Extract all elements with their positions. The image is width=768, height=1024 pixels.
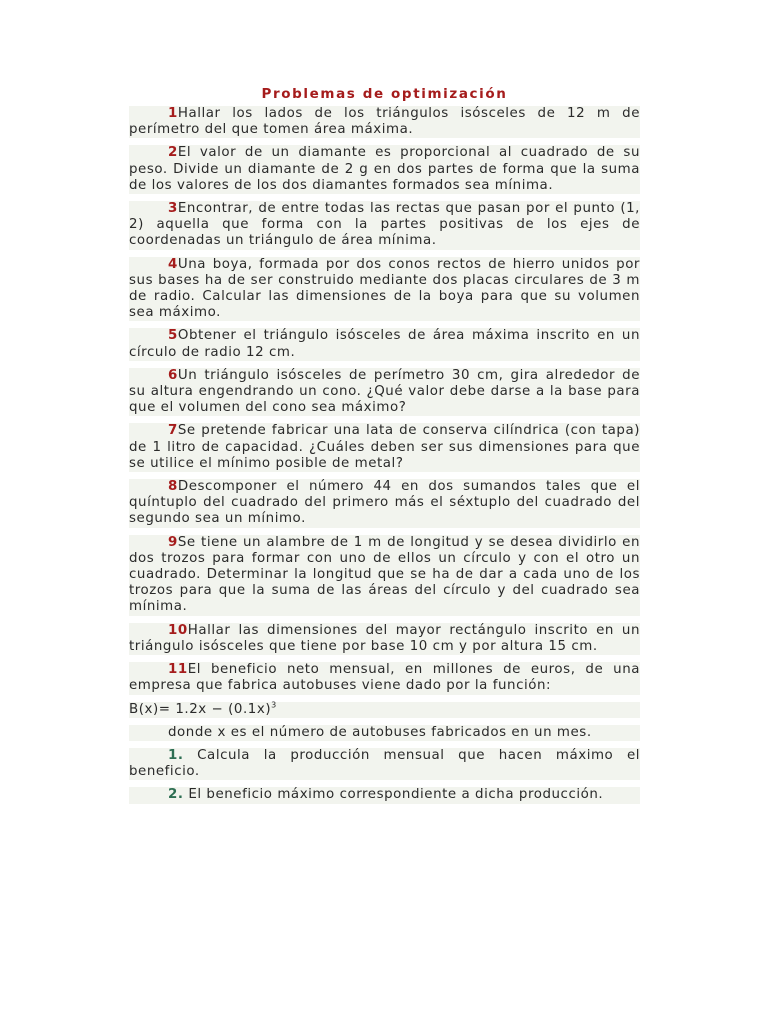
- formula-block: [129, 702, 640, 718]
- problem-item-number: 1: [168, 106, 178, 121]
- problem-item-text: Una boya, formada por dos conos rectos de hierro unidos por sus bases ha de ser construido mediante dos placas circulares de 3 m de radio. Calcular las dimensiones de la boya para que su volumen sea máximo.: [129, 256, 640, 321]
- problem-item: [129, 257, 640, 322]
- problem-item-number: 2: [168, 145, 178, 161]
- problem-item-text: Descomponer el número 44 en dos sumandos tales que el quíntuplo del cuadrado del primero más el séxtuplo del cuadrado del segundo sea un mínimo.: [129, 479, 640, 527]
- problem-item: [129, 368, 640, 417]
- problem-item-number: 7: [168, 423, 178, 439]
- problem-item-body: [129, 368, 640, 417]
- problem-item-number: 6: [168, 367, 178, 383]
- problem-item-text: El beneficio neto mensual, en millones de euros, de una empresa que fabrica autobuses viene dado por la función:: [129, 662, 640, 694]
- problem-item-text: Hallar los lados de los triángulos isósceles de 12 m de perímetro del que tomen área máxima.: [129, 106, 640, 138]
- problem-item: [129, 662, 640, 694]
- problem-item: [129, 479, 640, 528]
- problem-item-body: [129, 328, 640, 360]
- subitem-number: 2.: [168, 787, 184, 803]
- problem-item-number: 4: [168, 256, 178, 272]
- problem-item: [129, 423, 640, 472]
- formula: [129, 702, 640, 718]
- problem-item-body: [129, 257, 640, 322]
- problem-item-body: [129, 106, 640, 138]
- problem-item-number: 9: [168, 534, 178, 550]
- problem-item-body: [129, 201, 640, 250]
- formula-exponent: 3: [271, 700, 277, 710]
- problem-item: [129, 328, 640, 360]
- problem-item-number: 11: [168, 662, 188, 678]
- problem-item-body: [129, 623, 640, 655]
- problem-item: [129, 201, 640, 250]
- problem-item-number: 3: [168, 201, 178, 217]
- subitem-list: [129, 748, 640, 804]
- problem-item-number: 5: [168, 328, 178, 344]
- problem-list: [129, 106, 640, 695]
- problem-item: [129, 106, 640, 138]
- subitem: [129, 787, 640, 803]
- formula-base: B(x)= 1.2x − (0.1x): [129, 701, 272, 717]
- problem-item-text: Hallar las dimensiones del mayor rectángulo inscrito en un triángulo isósceles que tiene por base 10 cm y por altura 15 cm.: [129, 622, 640, 654]
- problem-item-text: Obtener el triángulo isósceles de área máxima inscrito en un círculo de radio 12 cm.: [129, 328, 640, 360]
- problem-item-body: [129, 662, 640, 694]
- problem-item-text: Se tiene un alambre de 1 m de longitud y se desea dividirlo en dos trozos para formar con uno de ellos un círculo y con el otro un cuadrado. Determinar la longitud que se ha de dar a cada uno de los trozos para que la suma de las áreas del círculo y del cuadrado sea mínima.: [129, 534, 640, 615]
- page-title: Problemas de optimización: [261, 86, 508, 102]
- problem-item-body: [129, 145, 640, 194]
- subitem-number: 1.: [168, 747, 184, 763]
- problem-item-text: El valor de un diamante es proporcional al cuadrado de su peso. Divide un diamante de 2 g en dos partes de forma que la suma de los valores de los dos diamantes formados sea mínima.: [129, 145, 640, 193]
- problem-item-body: [129, 423, 640, 472]
- problem-item: [129, 145, 640, 194]
- problem-item: [129, 623, 640, 655]
- subitem-text: El beneficio máximo correspondiente a dicha producción.: [183, 787, 604, 803]
- subitem: [129, 748, 640, 780]
- subitem-body: [129, 748, 640, 780]
- problem-item-text: Un triángulo isósceles de perímetro 30 cm, gira alrededor de su altura engendrando un cono. ¿Qué valor debe darse a la base para que el volumen del cono sea máximo?: [129, 367, 640, 416]
- problem-item-text: Encontrar, de entre todas las rectas que pasan por el punto (1, 2) aquella que forma con la partes positivas de los ejes de coordenadas un triángulo de área mínima.: [129, 201, 640, 249]
- formula-note-block: [129, 725, 640, 741]
- problem-item-body: [129, 479, 640, 528]
- problem-item-number: 8: [168, 479, 178, 495]
- problem-item-body: [129, 535, 640, 616]
- formula-note: donde x es el número de autobuses fabricados en un mes.: [129, 725, 640, 741]
- subitem-body: [129, 787, 640, 803]
- problem-item: [129, 535, 640, 616]
- subitem-text: Calcula la producción mensual que hacen máximo el beneficio.: [129, 747, 640, 780]
- problem-item-number: 10: [168, 622, 188, 638]
- document-page: [129, 84, 640, 811]
- problem-item-text: Se pretende fabricar una lata de conserva cilíndrica (con tapa) de 1 litro de capacidad. ¿Cuáles deben ser sus dimensiones para que se utilice el mínimo posible de metal?: [129, 423, 640, 471]
